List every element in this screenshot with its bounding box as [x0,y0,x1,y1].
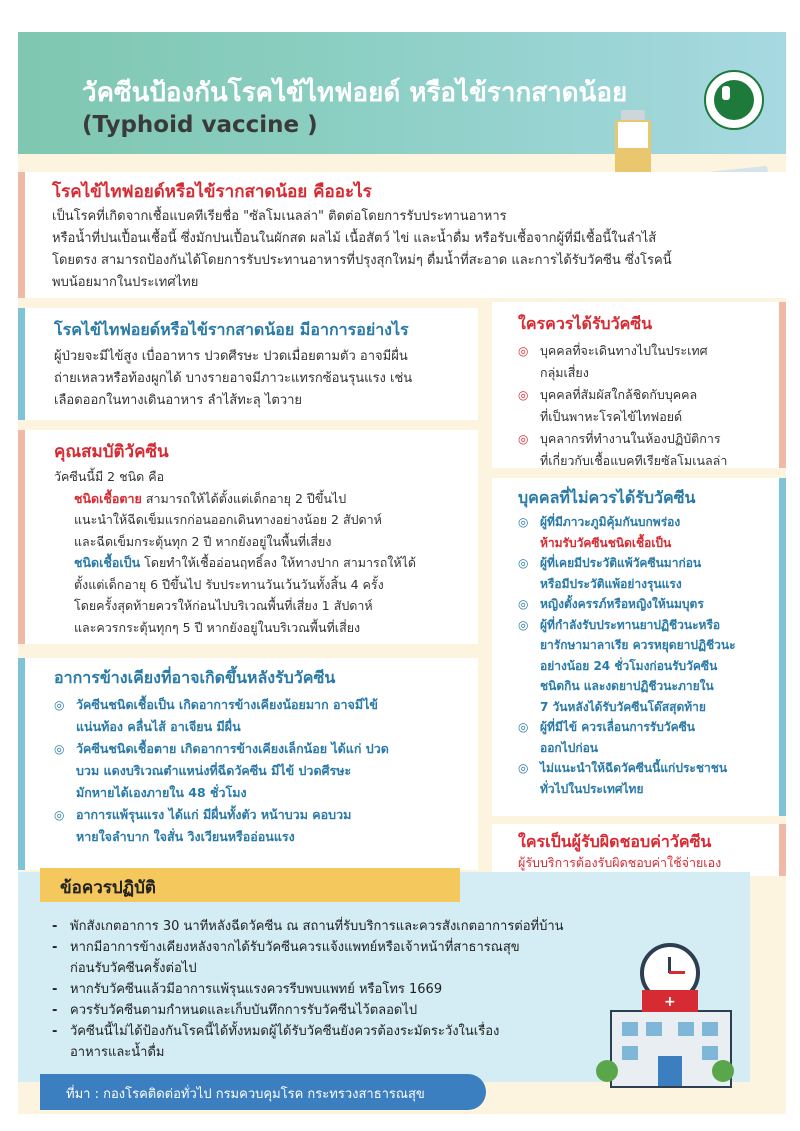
hospital-icon: + [610,1010,732,1088]
section-heading: โรคไข้ไทฟอยด์หรือไข้รากสาดน้อย มีอาการอย่างไร [54,320,409,339]
text-line: โดยตรง สามารถป้องกันได้โดยการรับประทานอาหารที่ปรุงสุกใหม่ๆ ดื่มน้ำที่สะอาด และการได้รับวัคซีน ซึ่งโรคนี้ [52,253,672,268]
section-side-effects [18,658,478,870]
text-line: แนะนำให้ฉีดเข็มแรกก่อนออกเดินทางอย่างน้อย 2 สัปดาห์ [74,512,382,527]
tree-icon [596,1060,618,1082]
section-heading: โรคไข้ไทฟอยด์หรือไข้รากสาดน้อย คืออะไร [52,182,372,202]
text-line: หรือน้ำที่ปนเปื้อนเชื้อนี้ ซึ่งมักปนเปื้อนในผักสด ผลไม้ เนื้อสัตว์ ไข่ และน้ำดื่ม หรือรับเชื้อจากผู้ที่มีเชื้อนี้ในลำไส้ [52,231,657,246]
page-subtitle: (Typhoid vaccine ) [82,112,318,138]
tips-list [48,916,618,1063]
list-item: ◎ วัคซีนชนิดเชื้อเป็น เกิดอาการข้างเคียงน้อยมาก อาจมีไข้ แน่นท้อง คลื่นไส้ อาเจียน มีผื่น [54,694,474,738]
list-item: - พักสังเกตอาการ 30 นาทีหลังฉีดวัคซีน ณ สถานที่รับบริการและควรสังเกตอาการต่อที่บ้าน [48,916,618,937]
list-item: - วัคซีนนี้ไม่ได้ป้องกันโรคนี้ได้ทั้งหมดผู้ได้รับวัคซีนยังควรต้องระมัดระวังในเรื่อง อาหารและน้ำดื่ม [48,1021,618,1063]
header-banner [18,32,786,154]
page-title: วัคซีนป้องกันโรคไข้ไทฟอยด์ หรือไข้รากสาดน้อย [82,78,628,108]
payer-text: ผู้รับบริการต้องรับผิดชอบค่าใช้จ่ายเอง [518,855,722,870]
list-item: - หากมีอาการข้างเคียงหลังจากได้รับวัคซีนควรแจ้งแพทย์หรือเจ้าหน้าที่สาธารณสุข ก่อนรับวัคซีนครั้งต่อไป [48,937,618,979]
list-item: ◎ ผู้ที่กำลังรับประทานยาปฏิชีวนะหรือ ยารักษามาลาเรีย ควรหยุดยาปฏิชีวนะ อย่างน้อย 24 ชั่วโมงก่อนรับวัคซีน ชนิดกิน และงดยาปฏิชีวนะภายใน 7 วันหลังได้รับวัคซีนโด๊สสุดท้าย [518,615,780,718]
section-heading: ใครควรได้รับวัคซีน [518,314,653,333]
section-heading: ใครเป็นผู้รับผิดชอบค่าวัคซีน [518,832,712,851]
text-line: และควรกระตุ้นทุกๆ 5 ปี หากยังอยู่ในบริเวณพื้นที่เสี่ยง [74,619,361,635]
section-heading: คุณสมบัติวัคซีน [54,442,169,462]
text-line: เป็นโรคที่เกิดจากเชื้อแบคทีเรียชื่อ "ซัลโมเนลล่า" ติดต่อโดยการรับประทานอาหาร [52,209,507,224]
section-heading: อาการข้างเคียงที่อาจเกิดขึ้นหลังรับวัคซีน [54,668,336,687]
section-heading: ข้อควรปฏิบัติ [60,878,156,898]
list-item: ◎ ผู้ที่มีภาวะภูมิคุ้มกันบกพร่อง ห้ามรับวัคซีนชนิดเชื้อเป็น [518,512,780,553]
vaccine-vial-icon [615,110,651,174]
section-who-not [492,478,786,816]
section-body [54,466,474,638]
list-item: ◎ วัคซีนชนิดเชื้อตาย เกิดอาการข้างเคียงเล็กน้อย ได้แก่ ปวด บวม แดงบริเวณตำแหน่งที่ฉีดวัคซีน มีไข้ ปวดศีรษะ มักหายได้เองภายใน 48 ชั่วโมง [54,738,474,804]
section-symptoms [18,308,478,420]
text-line: เลือดออกในทางเดินอาหาร ลำไส้ทะลุ ไตวาย [54,393,303,408]
list-item: - หากรับวัคซีนแล้วมีอาการแพ้รุนแรงควรรีบพบแพทย์ หรือโทร 1669 [48,979,618,1000]
section-body [518,512,780,799]
list-item: ◎ บุคคลที่สัมผัสใกล้ชิดกับบุคคล ที่เป็นพาหะโรคไข้ไทฟอยด์ [518,384,780,428]
text-line: วัคซีนนี้มี 2 ชนิด คือ [54,469,165,484]
section-heading: บุคคลที่ไม่ควรได้รับวัคซีน [518,488,696,507]
list-item: ◎ ผู้ที่มีไข้ ควรเลื่อนการรับวัคซีน ออกไปก่อน [518,717,780,758]
ministry-logo-icon [704,70,764,130]
section-what-is [18,172,786,298]
text-line: โดยทำให้เชื้ออ่อนฤทธิ์ลง ให้ทางปาก สามารถให้ได้ [140,555,417,570]
section-body [54,346,474,412]
tree-icon [712,1060,734,1082]
section-payer [492,824,786,876]
list-item: - ควรรับวัคซีนตามกำหนดและเก็บบันทึกการรับวัคซีนไว้ตลอดไป [48,1000,618,1021]
list-item: ◎ อาการแพ้รุนแรง ได้แก่ มีผื่นทั้งตัว หน้าบวม คอบวม หายใจลำบาก ใจสั่น วิงเวียนหรืออ่อนแรง [54,804,474,848]
section-vaccine-properties [18,430,478,644]
text-line: โดยครั้งสุดท้ายควรให้ก่อนไปบริเวณพื้นที่เสี่ยง 1 สัปดาห์ [74,598,373,613]
warning-text: ห้ามรับวัคซีนชนิดเชื้อเป็น [540,535,672,550]
vaccine-type-label: ชนิดเชื้อเป็น [74,555,141,570]
section-body [518,340,780,472]
section-who-should [492,302,786,468]
section-body [52,206,772,294]
list-item: ◎ บุคคลที่จะเดินทางไปในประเทศ กลุ่มเสี่ยง [518,340,780,384]
tips-title-bar [40,868,460,902]
source-credit [40,1074,486,1110]
list-item: ◎ หญิงตั้งครรภ์หรือหญิงให้นมบุตร [518,594,780,615]
section-body [54,694,474,848]
text-line: สามารถให้ได้ตั้งแต่เด็กอายุ 2 ปีขึ้นไป [141,490,347,506]
list-item: ◎ บุคลากรที่ทำงานในห้องปฏิบัติการ ที่เกี่ยวกับเชื้อแบคทีเรียซัลโมเนลล่า [518,428,780,472]
source-text: ที่มา : กองโรคติดต่อทั่วไป กรมควบคุมโรค กระทรวงสาธารณสุข [66,1087,425,1102]
text-line: และฉีดเข็มกระตุ้นทุก 2 ปี หากยังอยู่ในพื้นที่เสี่ยง [74,533,332,549]
text-line: พบน้อยมากในประเทศไทย [52,275,199,290]
text-line: ตั้งแต่เด็กอายุ 6 ปีขึ้นไป รับประทานวันเว้นวันทั้งสิ้น 4 ครั้ง [74,576,384,592]
list-item: ◎ ไม่แนะนำให้ฉีดวัคซีนนี้แก่ประชาชน ทั่วไปในประเทศไทย [518,758,780,799]
text-line: ถ่ายเหลวหรือท้องผูกได้ บางรายอาจมีภาวะแทรกซ้อนรุนแรง เช่น [54,371,413,386]
list-item: ◎ ผู้ที่เคยมีประวัติแพ้วัคซีนมาก่อน หรือมีประวัติแพ้อย่างรุนแรง [518,553,780,594]
vaccine-type-label: ชนิดเชื้อตาย [74,490,142,506]
text-line: ผู้ป่วยจะมีไข้สูง เบื่ออาหาร ปวดศีรษะ ปวดเมื่อยตามตัว อาจมีผื่น [54,349,408,364]
